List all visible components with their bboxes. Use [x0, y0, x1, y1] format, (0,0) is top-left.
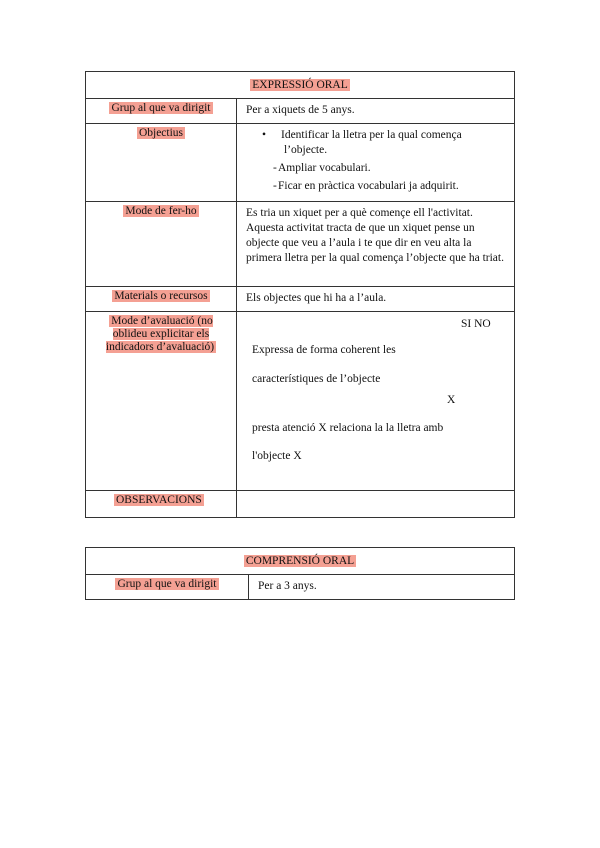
observacions-value: [237, 491, 515, 518]
materials-label: Materials o recursos: [114, 290, 208, 302]
avaluacio-line: característiques de l’objecte: [252, 373, 381, 385]
comprensio-oral-title-cell: [86, 548, 515, 575]
avaluacio-mark: X: [447, 394, 456, 406]
grup-label-2: Grup al que va dirigit: [117, 578, 217, 590]
objectiu-item: -Ficar en pràctica vocabulari ja adquirit.: [273, 180, 459, 192]
grup-label-cell-2: [86, 575, 249, 600]
objectius-label-cell: [86, 124, 237, 202]
avaluacio-label-cell: [86, 312, 237, 491]
comprensio-oral-table: [85, 547, 515, 600]
avaluacio-content: [237, 312, 514, 490]
objectius-label: Objectius: [138, 127, 184, 139]
avaluacio-cell: [237, 312, 515, 491]
mode-value: Es tria un xiquet per a què començe ell l'activitat. Aquesta activitat tracta de que un xiquet pense un objecte que veu a l’aula i te que dir en veu alta la primera lletra per la qual comença l’objecte que ha triat.: [237, 202, 515, 287]
grup-label-cell: [86, 99, 237, 124]
avaluacio-label: Mode d’avaluació (no oblideu explicitar els indicadors d’avaluació): [105, 315, 215, 353]
mode-label-cell: [86, 202, 237, 287]
si-no-header: SI NO: [461, 318, 491, 330]
dash-icon: -: [273, 180, 277, 192]
objectius-list-cell: [237, 124, 515, 202]
comprensio-oral-title: COMPRENSIÓ ORAL: [245, 555, 355, 567]
expressio-oral-title: EXPRESSIÓ ORAL: [252, 79, 348, 91]
avaluacio-line: presta atenció X relaciona la la lletra amb: [252, 422, 444, 434]
grup-label: Grup al que va dirigit: [111, 102, 211, 114]
observacions-label: OBSERVACIONS: [116, 494, 202, 506]
avaluacio-line: l'objecte X: [252, 450, 302, 462]
objectiu-item: -Ampliar vocabulari.: [273, 162, 371, 174]
materials-value: Els objectes que hi ha a l’aula.: [237, 287, 515, 312]
materials-label-cell: [86, 287, 237, 312]
expressio-oral-title-cell: [86, 72, 515, 99]
mode-label: Mode de fer-ho: [125, 205, 197, 217]
observacions-label-cell: [86, 491, 237, 518]
expressio-oral-table: [85, 71, 515, 518]
grup-value: Per a xiquets de 5 anys.: [237, 99, 515, 124]
objectius-list: [246, 128, 506, 194]
avaluacio-line: Expressa de forma coherent les: [252, 344, 396, 356]
objectiu-item: • Identificar la lletra per la qual comença l’objecte.: [262, 129, 462, 156]
bullet-icon: •: [262, 129, 267, 141]
grup-value-2: Per a 3 anys.: [249, 575, 515, 600]
dash-icon: -: [273, 162, 277, 174]
